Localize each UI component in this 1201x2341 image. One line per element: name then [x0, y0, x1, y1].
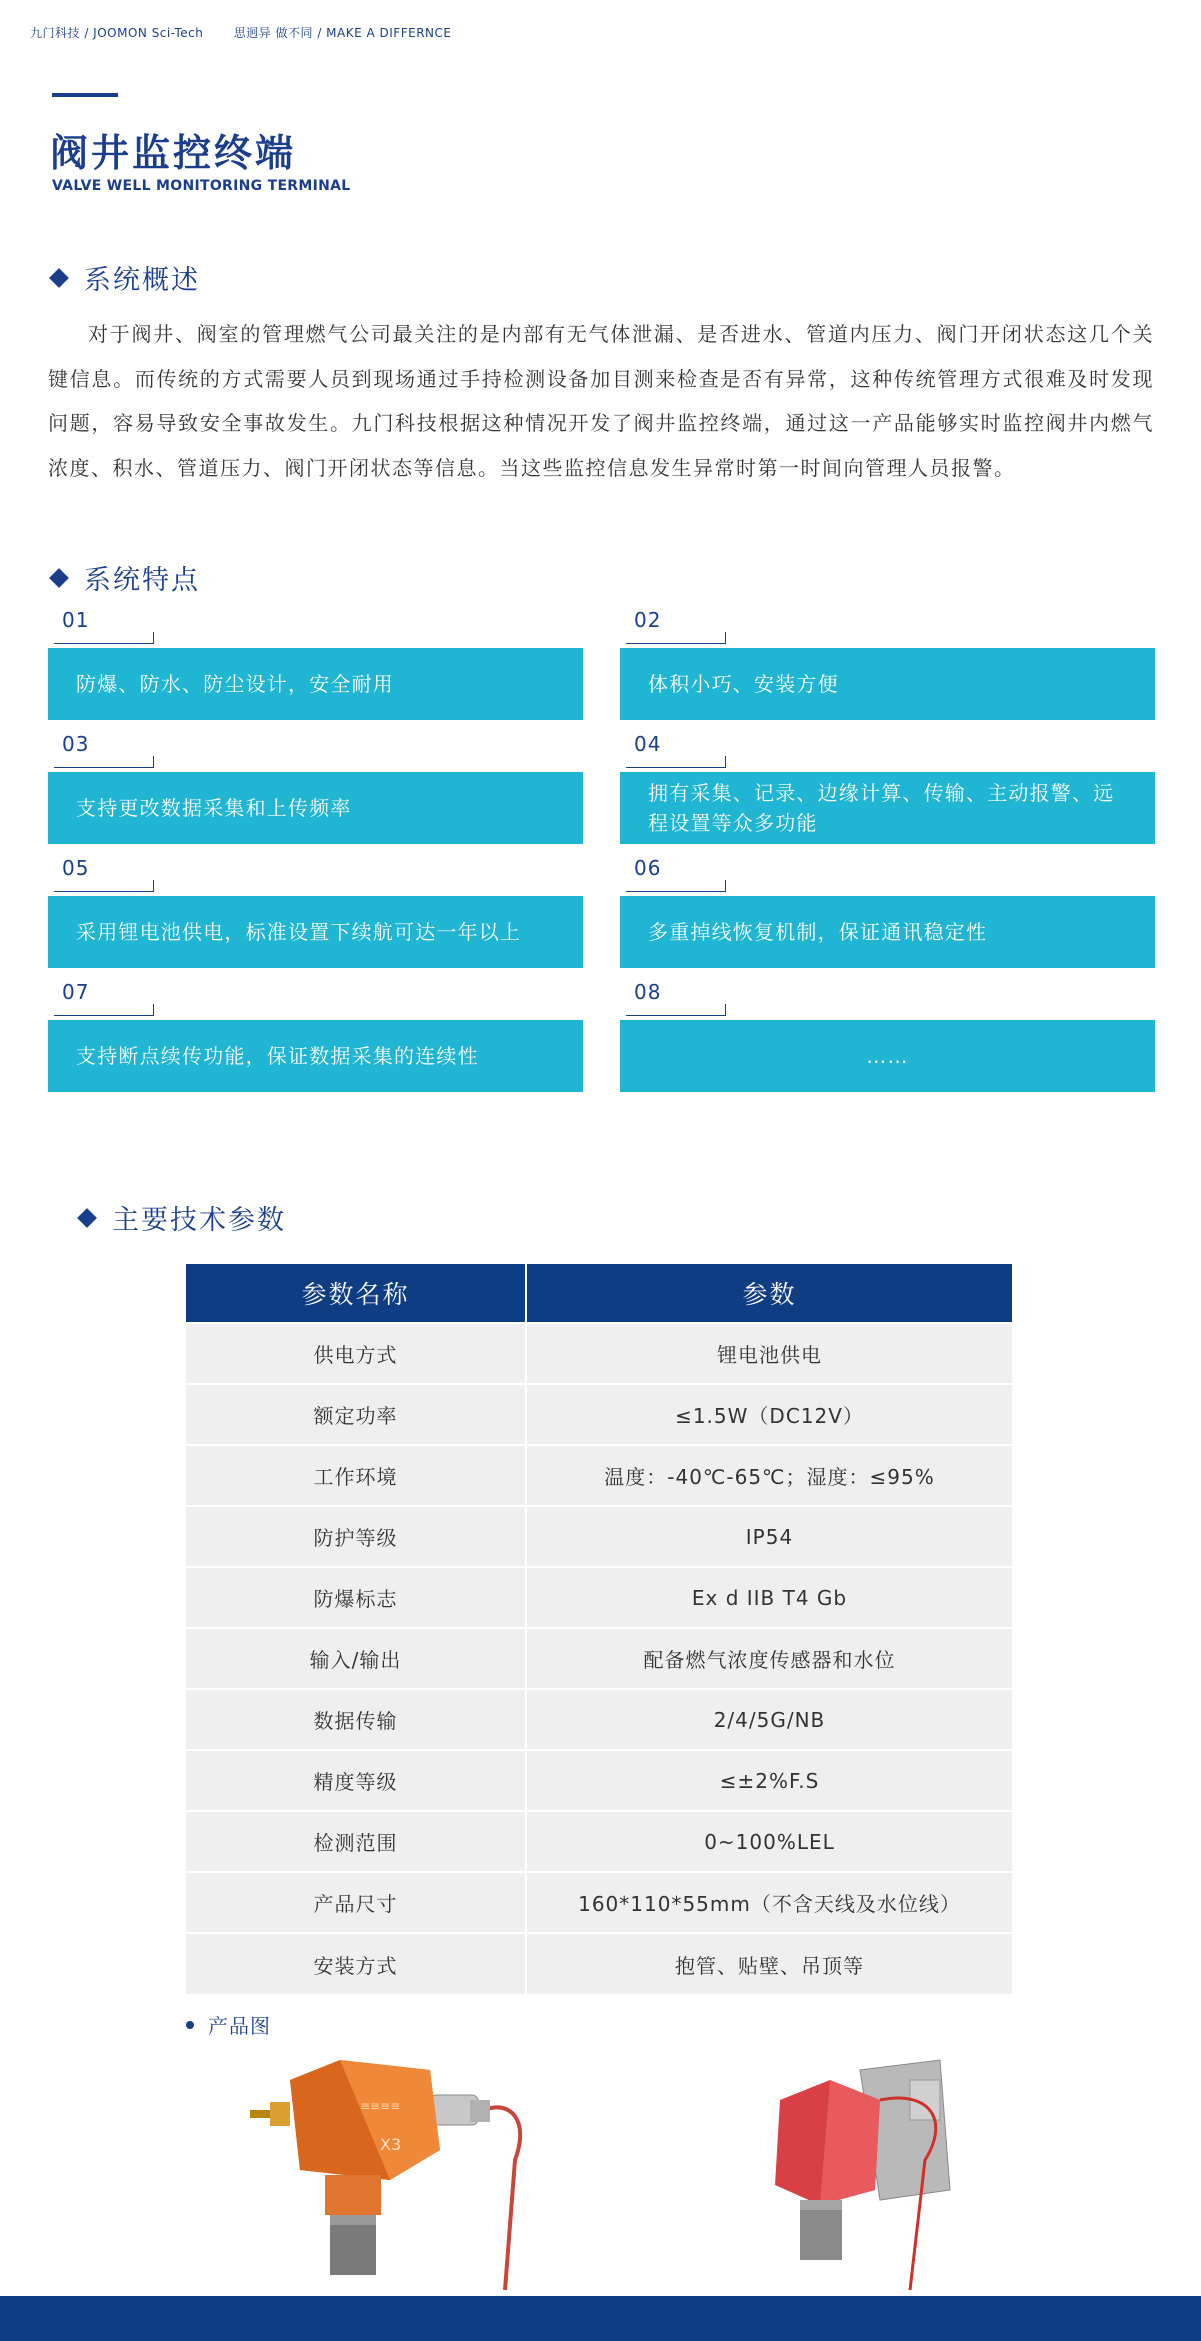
footer-bar	[0, 2296, 1201, 2341]
param-value: 抱管、贴壁、吊顶等	[526, 1933, 1012, 1994]
feature-hook-line	[626, 632, 726, 644]
table-header-row	[186, 1264, 1012, 1323]
products-heading-text: 产品图	[208, 2014, 271, 2038]
feature-hook-line	[626, 880, 726, 892]
table-row	[186, 1750, 1012, 1811]
param-value: 2/4/5G/NB	[526, 1689, 1012, 1750]
diamond-bullet-icon	[77, 1208, 97, 1228]
params-heading-text: 主要技术参数	[112, 1205, 286, 1236]
param-name: 工作环境	[186, 1445, 526, 1506]
param-name: 防爆标志	[186, 1567, 526, 1628]
feature-number: 03	[62, 732, 90, 756]
page-title: 阀井监控终端	[50, 131, 297, 175]
diamond-bullet-icon	[49, 268, 69, 288]
feature-text: 拥有采集、记录、边缘计算、传输、主动报警、远程设置等众多功能	[620, 772, 1155, 844]
feature-number: 07	[62, 980, 90, 1004]
title-rule	[52, 93, 118, 97]
table-row	[186, 1933, 1012, 1994]
dot-bullet-icon	[186, 2021, 194, 2029]
param-value: IP54	[526, 1506, 1012, 1567]
svg-text:≡≡≡≡: ≡≡≡≡	[360, 2099, 401, 2113]
slogan-text: 思迥异 做不同 / MAKE A DIFFERNCE	[233, 26, 452, 40]
param-value: Ex d IIB T4 Gb	[526, 1567, 1012, 1628]
brand-text: 九门科技 / JOOMON Sci-Tech	[30, 26, 204, 40]
column-header-name: 参数名称	[186, 1264, 526, 1323]
feature-text: 多重掉线恢复机制，保证通讯稳定性	[620, 896, 1155, 968]
feature-item-04	[620, 732, 1155, 844]
param-name: 产品尺寸	[186, 1872, 526, 1933]
feature-number: 05	[62, 856, 90, 880]
table-row	[186, 1384, 1012, 1445]
table-row	[186, 1811, 1012, 1872]
feature-text: ……	[620, 1020, 1155, 1092]
section-heading-overview	[52, 258, 200, 297]
table-row	[186, 1689, 1012, 1750]
table-row	[186, 1567, 1012, 1628]
feature-item-07	[48, 980, 583, 1092]
feature-item-08	[620, 980, 1155, 1092]
param-value: 锂电池供电	[526, 1323, 1012, 1384]
page-subtitle: VALVE WELL MONITORING TERMINAL	[52, 178, 351, 194]
param-name: 输入/输出	[186, 1628, 526, 1689]
param-name: 检测范围	[186, 1811, 526, 1872]
feature-hook-line	[54, 880, 154, 892]
overview-heading-text: 系统概述	[84, 265, 200, 296]
params-table	[186, 1264, 1012, 1994]
table-row	[186, 1323, 1012, 1384]
param-value: ≤1.5W（DC12V）	[526, 1384, 1012, 1445]
feature-number: 06	[634, 856, 662, 880]
feature-hook-line	[626, 1004, 726, 1016]
diamond-bullet-icon	[49, 568, 69, 588]
feature-hook-line	[54, 632, 154, 644]
param-name: 数据传输	[186, 1689, 526, 1750]
feature-item-01	[48, 608, 583, 720]
feature-text: 采用锂电池供电，标准设置下续航可达一年以上	[48, 896, 583, 968]
feature-text: 防爆、防水、防尘设计，安全耐用	[48, 648, 583, 720]
table-row	[186, 1445, 1012, 1506]
param-name: 精度等级	[186, 1750, 526, 1811]
table-row	[186, 1628, 1012, 1689]
products-heading	[186, 2010, 271, 2039]
overview-paragraph: 对于阀井、阀室的管理燃气公司最关注的是内部有无气体泄漏、是否进水、管道内压力、阀门开闭状态这几个关键信息。而传统的方式需要人员到现场通过手持检测设备加目测来检查是否有异常，这种传统管理方式很难及时发现问题，容易导致安全事故发生。九门科技根据这种情况开发了阀井监控终端，通过这一产品能够实时监控阀井内燃气浓度、积水、管道压力、阀门开闭状态等信息。当这些监控信息发生异常时第一时间向管理人员报警。	[48, 322, 1154, 480]
param-value: 配备燃气浓度传感器和水位	[526, 1628, 1012, 1689]
product-photo-red-detector	[760, 2040, 980, 2290]
svg-text:X3: X3	[380, 2135, 402, 2154]
param-name: 供电方式	[186, 1323, 526, 1384]
section-heading-features	[52, 558, 200, 597]
feature-item-02	[620, 608, 1155, 720]
product-photo-orange-detector	[230, 2040, 550, 2290]
param-name: 安装方式	[186, 1933, 526, 1994]
param-value: ≤±2%F.S	[526, 1750, 1012, 1811]
features-heading-text: 系统特点	[84, 565, 200, 596]
feature-number: 01	[62, 608, 90, 632]
feature-item-05	[48, 856, 583, 968]
param-name: 额定功率	[186, 1384, 526, 1445]
param-name: 防护等级	[186, 1506, 526, 1567]
table-row	[186, 1506, 1012, 1567]
feature-text: 支持断点续传功能，保证数据采集的连续性	[48, 1020, 583, 1092]
feature-hook-line	[626, 756, 726, 768]
feature-number: 08	[634, 980, 662, 1004]
table-row	[186, 1872, 1012, 1933]
feature-item-03	[48, 732, 583, 844]
param-value: 160*110*55mm（不含天线及水位线）	[526, 1872, 1012, 1933]
param-value: 0~100%LEL	[526, 1811, 1012, 1872]
feature-number: 04	[634, 732, 662, 756]
feature-number: 02	[634, 608, 662, 632]
feature-hook-line	[54, 756, 154, 768]
feature-text: 支持更改数据采集和上传频率	[48, 772, 583, 844]
param-value: 温度：-40℃-65℃；湿度：≤95%	[526, 1445, 1012, 1506]
section-heading-params	[80, 1198, 286, 1237]
feature-text: 体积小巧、安装方便	[620, 648, 1155, 720]
header-bar	[30, 24, 451, 41]
feature-item-06	[620, 856, 1155, 968]
column-header-value: 参数	[526, 1264, 1012, 1323]
feature-hook-line	[54, 1004, 154, 1016]
